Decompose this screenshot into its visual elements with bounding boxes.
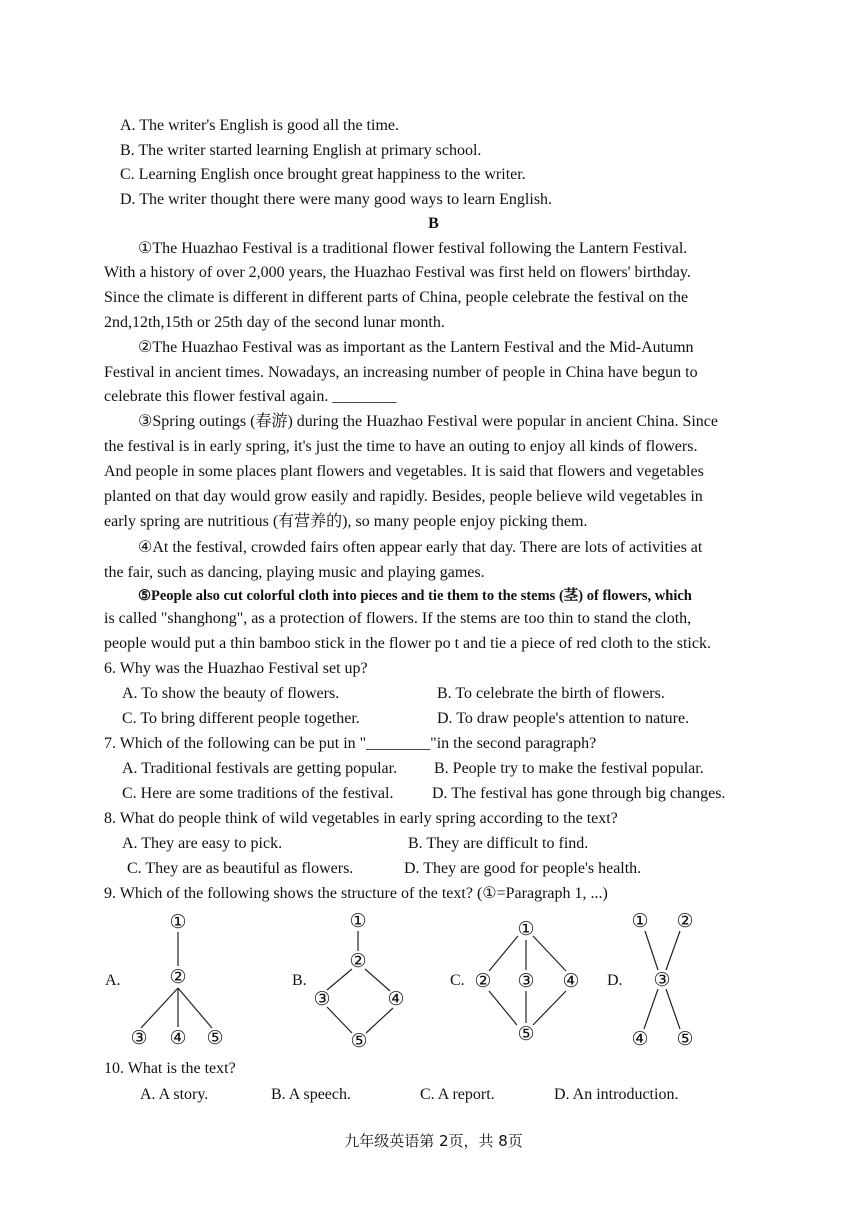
question-7-option-d: D. The festival has gone through big changes. [432, 785, 726, 802]
passage-line: ③Spring outings (春游) during the Huazhao Festival were popular in ancient China. Since [138, 413, 719, 430]
diagram-c-node-5: ⑤ [517, 1023, 535, 1045]
diagram-d-node-1: ① [631, 910, 649, 932]
question-7-option-a: A. Traditional festivals are getting popular. [122, 760, 398, 777]
passage-line: ⑤People also cut colorful cloth into pieces and tie them to the stems (茎) of flowers, which [138, 588, 692, 604]
question-9-option-d-label: D. [607, 972, 623, 989]
question-9-option-c-label: C. [450, 972, 465, 989]
diagram-d-node-2: ② [676, 910, 694, 932]
passage-line: With a history of over 2,000 years, the Huazhao Festival was first held on flowers' birthday. [104, 264, 691, 281]
passage-line: people would put a thin bamboo stick in the flower po t and tie a piece of red cloth to the stick. [104, 635, 711, 652]
diagram-c-node-3: ③ [517, 970, 535, 992]
question-9-stem: 9. Which of the following shows the structure of the text? (①=Paragraph 1, ...) [104, 885, 608, 902]
question-7-stem: 7. Which of the following can be put in "________"in the second paragraph? [104, 735, 597, 752]
page-footer: 九年级英语第 2页，共 8页 [344, 1132, 523, 1150]
diagram-a-node-4: ④ [169, 1027, 187, 1049]
passage-line: early spring are nutritious (有营养的), so many people enjoy picking them. [104, 513, 588, 530]
passage-line: ②The Huazhao Festival was as important as the Lantern Festival and the Mid-Autumn [138, 339, 694, 356]
diagram-d-node-5: ⑤ [676, 1028, 694, 1050]
diagram-a-node-3: ③ [130, 1027, 148, 1049]
question-10-option-d: D. An introduction. [554, 1086, 679, 1103]
passage-line: the fair, such as dancing, playing music and playing games. [104, 564, 485, 581]
passage-line: Festival in ancient times. Nowadays, an increasing number of people in China have begun to [104, 364, 698, 381]
option-a: A. The writer's English is good all the time. [120, 117, 399, 134]
question-10-option-c: C. A report. [420, 1086, 495, 1103]
diagram-b-node-4: ④ [387, 988, 405, 1010]
question-10-option-b: B. A speech. [271, 1086, 351, 1103]
option-c: C. Learning English once brought great happiness to the writer. [120, 166, 526, 183]
question-9-option-a-label: A. [105, 972, 121, 989]
question-6-option-a: A. To show the beauty of flowers. [122, 685, 340, 702]
passage-line: ①The Huazhao Festival is a traditional flower festival following the Lantern Festival. [138, 240, 688, 257]
question-8-option-b: B. They are difficult to find. [408, 835, 589, 852]
question-8-option-c: C. They are as beautiful as flowers. [127, 860, 354, 877]
question-8-stem: 8. What do people think of wild vegetables in early spring according to the text? [104, 810, 618, 827]
option-b: B. The writer started learning English at primary school. [120, 142, 482, 159]
question-6-option-c: C. To bring different people together. [122, 710, 360, 727]
passage-line: is called "shanghong", as a protection of flowers. If the stems are too thin to stand the cloth, [104, 610, 692, 627]
question-10-stem: 10. What is the text? [104, 1060, 236, 1077]
passage-heading: B [428, 215, 439, 232]
passage-line: celebrate this flower festival again. ________ [104, 388, 397, 405]
diagram-d-node-3: ③ [653, 969, 671, 991]
passage-line: Since the climate is different in different parts of China, people celebrate the festival on the [104, 289, 689, 306]
diagram-b-node-2: ② [349, 950, 367, 972]
passage-line: ④At the festival, crowded fairs often appear early that day. There are lots of activities at [138, 539, 703, 556]
question-10-option-a: A. A story. [140, 1086, 209, 1103]
question-8-option-a: A. They are easy to pick. [122, 835, 283, 852]
passage-line: 2nd,12th,15th or 25th day of the second lunar month. [104, 314, 445, 331]
diagram-b-node-3: ③ [313, 988, 331, 1010]
passage-line: And people in some places plant flowers and vegetables. It is said that flowers and vegetables [104, 463, 704, 480]
question-7-option-c: C. Here are some traditions of the festival. [122, 785, 394, 802]
passage-line: planted on that day would grow easily and rapidly. Besides, people believe wild vegetables in [104, 488, 703, 505]
passage-line: the festival is in early spring, it's just the time to have an outing to enjoy all kinds of flowers. [104, 438, 698, 455]
diagram-b-node-5: ⑤ [350, 1030, 368, 1052]
question-7-option-b: B. People try to make the festival popular. [434, 760, 704, 777]
question-6-option-d: D. To draw people's attention to nature. [437, 710, 690, 727]
diagram-c-node-1: ① [517, 918, 535, 940]
diagram-a-node-1: ① [169, 911, 187, 933]
option-d: D. The writer thought there were many good ways to learn English. [120, 191, 553, 208]
diagram-c-node-2: ② [474, 970, 492, 992]
question-8-option-d: D. They are good for people's health. [404, 860, 642, 877]
diagram-a-node-2: ② [169, 966, 187, 988]
question-9-option-b-label: B. [292, 972, 307, 989]
diagram-c-node-4: ④ [562, 970, 580, 992]
diagram-b-node-1: ① [349, 910, 367, 932]
diagram-d-node-4: ④ [631, 1028, 649, 1050]
question-6-stem: 6. Why was the Huazhao Festival set up? [104, 660, 368, 677]
question-6-option-b: B. To celebrate the birth of flowers. [437, 685, 665, 702]
diagram-a-node-5: ⑤ [206, 1027, 224, 1049]
